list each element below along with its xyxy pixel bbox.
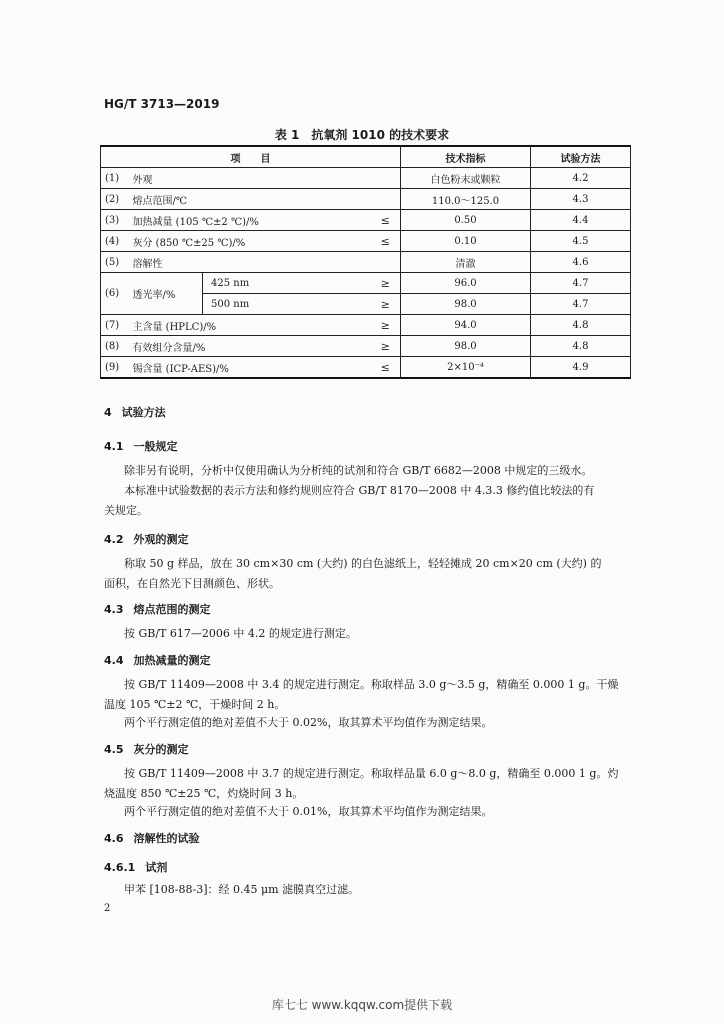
row-comparator: ≥	[371, 294, 401, 315]
row-item-name: 加热减量 (105 ℃±2 ℃)/%	[131, 210, 371, 231]
row-comparator	[371, 189, 401, 210]
section-number: 4.1	[104, 440, 124, 453]
section-heading-4-6	[104, 830, 200, 846]
row-item-name: 透光率/%	[131, 273, 203, 315]
row-sub-label: 425 nm	[203, 273, 371, 294]
section-title: 一般规定	[133, 440, 178, 453]
row-comparator: ≥	[371, 273, 401, 294]
row-number: (1)	[101, 168, 131, 189]
table-row	[101, 231, 631, 252]
row-number: (8)	[101, 336, 131, 357]
section-number: 4.6	[104, 832, 124, 845]
section-heading-4-5	[104, 741, 189, 757]
table-row	[101, 168, 631, 189]
row-spec-value: 110.0～125.0	[401, 189, 531, 210]
row-number: (7)	[101, 315, 131, 336]
row-comparator: ≤	[371, 210, 401, 231]
row-test-method: 4.6	[531, 252, 631, 273]
section-number: 4.4	[104, 654, 124, 667]
col-header-spec: 技术指标	[401, 146, 531, 168]
row-number: (4)	[101, 231, 131, 252]
table-row	[101, 273, 631, 294]
paragraph-line: 按 GB/T 617—2006 中 4.2 的规定进行测定。	[124, 627, 357, 640]
row-spec-value: 98.0	[401, 336, 531, 357]
paragraph-line: 按 GB/T 11409—2008 中 3.7 的规定进行测定。称取样品量 6.0 g～8.0 g，精确至 0.000 1 g。灼	[124, 767, 619, 780]
section-title: 外观的测定	[133, 533, 189, 546]
section-title: 熔点范围的测定	[133, 603, 211, 616]
section-heading-4-4	[104, 652, 211, 668]
paragraph-line: 面积，在自然光下目测颜色、形状。	[104, 577, 280, 590]
section-number: 4	[104, 406, 112, 419]
row-sub-label: 500 nm	[203, 294, 371, 315]
row-spec-value: 清澈	[401, 252, 531, 273]
paragraph-line: 两个平行测定值的绝对差值不大于 0.01%，取其算术平均值作为测定结果。	[124, 805, 493, 818]
row-spec-value: 2×10⁻⁴	[401, 357, 531, 379]
watermark-text: 库七七 www.kqqw.com提供下载	[271, 998, 453, 1012]
row-spec-value: 白色粉末或颗粒	[401, 168, 531, 189]
section-number: 4.2	[104, 533, 124, 546]
row-item-name: 有效组分含量/%	[131, 336, 371, 357]
section-heading-4-3	[104, 601, 211, 617]
paragraph-line: 除非另有说明，分析中仅使用确认为分析纯的试剂和符合 GB/T 6682—2008 中规定的三级水。	[124, 464, 593, 477]
section-number: 4.3	[104, 603, 124, 616]
row-test-method: 4.5	[531, 231, 631, 252]
row-number: (5)	[101, 252, 131, 273]
row-test-method: 4.8	[531, 336, 631, 357]
row-test-method: 4.4	[531, 210, 631, 231]
paragraph-line: 关规定。	[104, 504, 148, 517]
row-comparator: ≥	[371, 336, 401, 357]
row-comparator	[371, 252, 401, 273]
paragraph-line: 本标准中试验数据的表示方法和修约规则应符合 GB/T 8170—2008 中 4.3.3 修约值比较法的有	[124, 484, 595, 497]
row-spec-value: 96.0	[401, 273, 531, 294]
row-comparator: ≤	[371, 357, 401, 379]
row-comparator: ≥	[371, 315, 401, 336]
row-test-method: 4.8	[531, 315, 631, 336]
col-header-item: 项 目	[101, 146, 401, 168]
section-title: 加热减量的测定	[133, 654, 211, 667]
row-item-name: 熔点范围/℃	[131, 189, 371, 210]
section-title: 溶解性的试验	[133, 832, 200, 845]
row-test-method: 4.3	[531, 189, 631, 210]
table-row	[101, 252, 631, 273]
row-number: (9)	[101, 357, 131, 379]
paragraph-line: 烧温度 850 ℃±25 ℃，灼烧时间 3 h。	[104, 787, 304, 800]
standard-number: HG/T 3713—2019	[104, 97, 220, 111]
row-item-name: 锡含量 (ICP-AES)/%	[131, 357, 371, 379]
row-spec-value: 94.0	[401, 315, 531, 336]
section-heading-4-2	[104, 531, 189, 547]
table-row	[101, 189, 631, 210]
section-number: 4.5	[104, 743, 124, 756]
row-test-method: 4.7	[531, 273, 631, 294]
row-spec-value: 98.0	[401, 294, 531, 315]
row-test-method: 4.9	[531, 357, 631, 379]
paragraph-line: 称取 50 g 样品，放在 30 cm×30 cm (大约) 的白色滤纸上，轻轻摊成 20 cm×20 cm (大约) 的	[124, 557, 602, 570]
row-item-name: 灰分 (850 ℃±25 ℃)/%	[131, 231, 371, 252]
spec-table	[100, 145, 631, 379]
row-comparator: ≤	[371, 231, 401, 252]
section-number: 4.6.1	[104, 861, 136, 874]
row-number: (6)	[101, 273, 131, 315]
row-spec-value: 0.10	[401, 231, 531, 252]
paragraph-line: 温度 105 ℃±2 ℃，干燥时间 2 h。	[104, 698, 286, 711]
row-spec-value: 0.50	[401, 210, 531, 231]
table-row	[101, 210, 631, 231]
table-row	[101, 315, 631, 336]
paragraph-line: 甲苯 [108-88-3]：经 0.45 μm 滤膜真空过滤。	[124, 883, 360, 896]
row-item-name: 主含量 (HPLC)/%	[131, 315, 371, 336]
section-heading-4-1	[104, 438, 178, 454]
section-heading-4-6-1	[104, 859, 167, 875]
row-comparator	[371, 168, 401, 189]
row-number: (3)	[101, 210, 131, 231]
table-header-row	[101, 146, 631, 168]
paragraph-line: 按 GB/T 11409—2008 中 3.4 的规定进行测定。称取样品 3.0 g～3.5 g，精确至 0.000 1 g。干燥	[124, 678, 619, 691]
section-heading-4	[104, 404, 166, 420]
table-row	[101, 357, 631, 379]
row-number: (2)	[101, 189, 131, 210]
row-item-name: 外观	[131, 168, 371, 189]
section-title: 灰分的测定	[133, 743, 189, 756]
table-row	[101, 336, 631, 357]
row-item-name: 溶解性	[131, 252, 371, 273]
col-header-method: 试验方法	[531, 146, 631, 168]
row-test-method: 4.7	[531, 294, 631, 315]
section-title: 试剂	[145, 861, 168, 874]
paragraph-line: 两个平行测定值的绝对差值不大于 0.02%，取其算术平均值作为测定结果。	[124, 716, 493, 729]
table-caption: 表 1 抗氧剂 1010 的技术要求	[274, 128, 450, 142]
section-title: 试验方法	[121, 406, 166, 419]
page-number: 2	[104, 903, 111, 914]
row-test-method: 4.2	[531, 168, 631, 189]
